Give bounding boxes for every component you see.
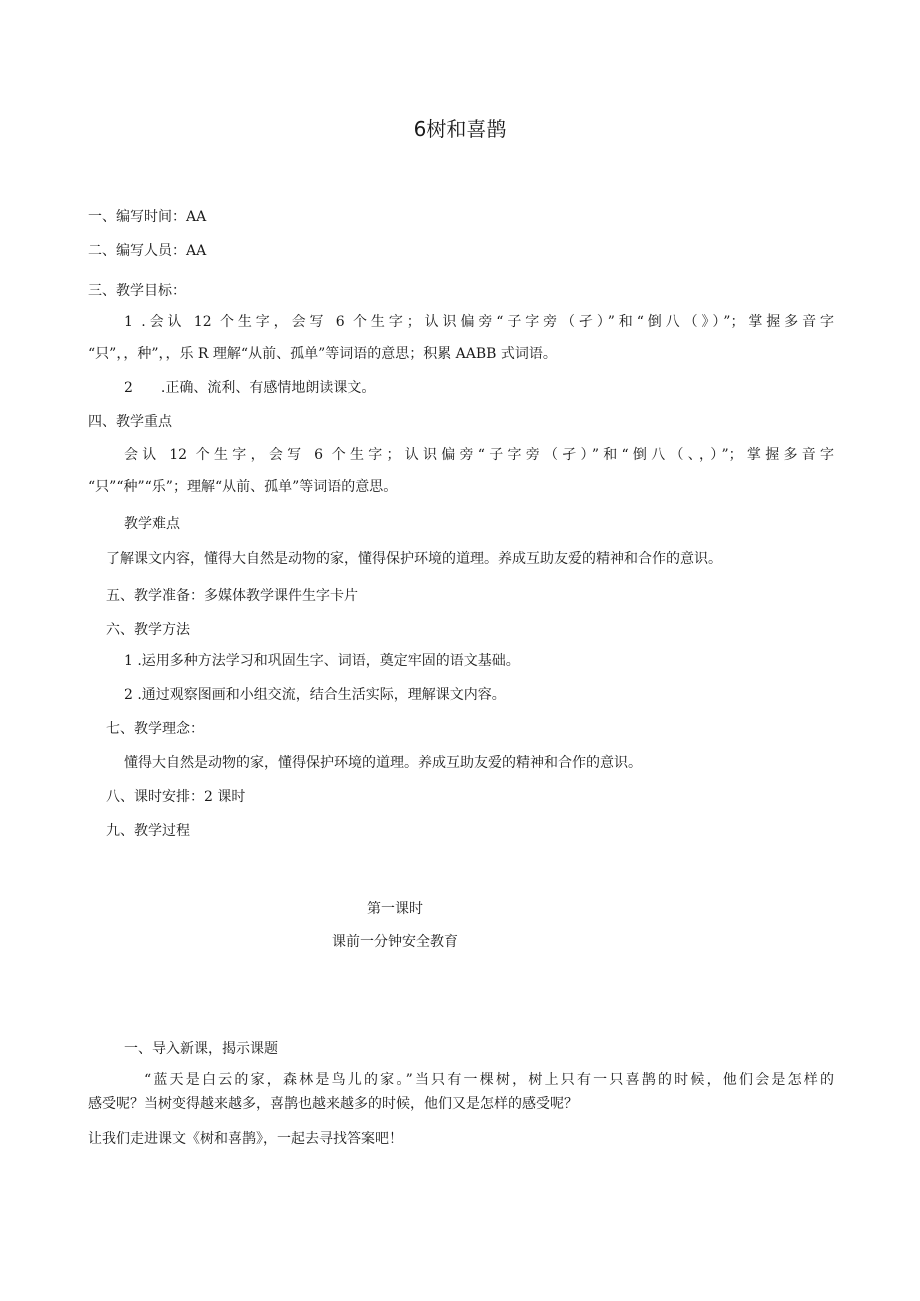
method-2: 2 .通过观察图画和小组交流，结合生活实际，理解课文内容。 <box>124 687 506 703</box>
document-title: 6树和喜鹊 <box>413 117 507 141</box>
goal-1 <box>88 306 834 370</box>
key-points <box>88 439 834 503</box>
safety-education: 课前一分钟安全教育 <box>332 934 458 950</box>
idea-text: 懂得大自然是动物的家，懂得保护环境的道理。养成互助友爱的精神和合作的意识。 <box>124 755 642 771</box>
schedule: 八、课时安排：2 课时 <box>106 789 246 805</box>
goal-1-line-1: 1 .会认 12 个生字，会写 6 个生字；认识偏旁“子字旁（孑）”和“倒八（》）”；掌握多音字 <box>124 314 834 330</box>
difficulty-text: 了解课文内容，懂得大自然是动物的家，懂得保护环境的道理。养成互助友爱的精神和合作的意识。 <box>106 551 722 567</box>
idea-heading: 七、教学理念： <box>106 721 204 737</box>
compile-people: 二、编写人员：AA <box>88 243 207 259</box>
key-heading: 四、教学重点 <box>88 414 172 430</box>
difficulty-heading: 教学难点 <box>124 516 180 532</box>
intro-paragraph <box>88 1068 834 1116</box>
intro-heading: 一、导入新课，揭示课题 <box>124 1041 278 1057</box>
key-line-1: 会认 12 个生字，会写 6 个生字；认识偏旁“子字旁（孑）”和“倒八（、，）”；掌握多音字 <box>124 447 834 463</box>
method-heading: 六、教学方法 <box>106 622 190 638</box>
method-1: 1 .运用多种方法学习和巩固生字、词语，奠定牢固的语文基础。 <box>124 653 520 669</box>
process-heading: 九、教学过程 <box>106 823 190 839</box>
intro-line-3: 让我们走进课文《树和喜鹊》，一起去寻找答案吧！ <box>88 1131 403 1147</box>
compile-time: 一、编写时间：AA <box>88 209 207 225</box>
intro-line-1: “蓝天是白云的家，森林是鸟儿的家。”当只有一棵树，树上只有一只喜鹊的时候，他们会是怎样的 <box>144 1072 834 1088</box>
intro-line-2: 感受呢？当树变得越来越多，喜鹊也越来越多的时候，他们又是怎样的感受呢？ <box>88 1096 578 1112</box>
lesson-title: 第一课时 <box>367 901 423 917</box>
goal-2: 2 .正确、流利、有感情地朗读课文。 <box>124 380 376 396</box>
preparation: 五、教学准备：多媒体教学课件生字卡片 <box>106 588 358 604</box>
goal-1-line-2: “只”，，种”，，乐 R 理解“从前、孤单”等词语的意思；积累 AABB 式词语。 <box>88 346 557 362</box>
goals-heading: 三、教学目标： <box>88 283 186 299</box>
key-line-2: “只”“种”“乐”；理解“从前、孤单”等词语的意思。 <box>88 479 398 495</box>
